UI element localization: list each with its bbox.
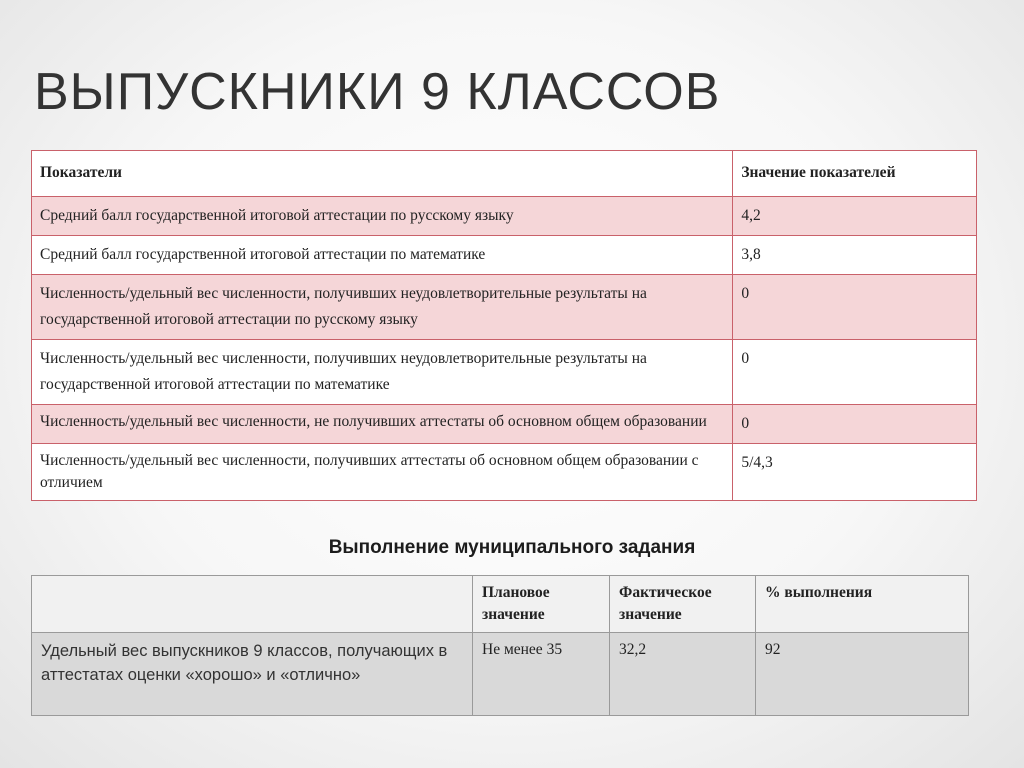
actual-value: 32,2 (610, 633, 756, 716)
indicator-label: Средний балл государственной итоговой аттестации по математике (32, 236, 733, 275)
task-description: Удельный вес выпускников 9 классов, получающих в аттестатах оценки «хорошо» и «отлично» (32, 633, 473, 716)
section-heading: Выполнение муниципального задания (328, 537, 696, 558)
indicators-table (31, 150, 977, 501)
indicator-value: 0 (733, 275, 977, 340)
table-row (32, 236, 977, 275)
header-values: Значение показателей (733, 151, 977, 197)
indicator-value: 0 (733, 405, 977, 444)
indicator-value: 5/4,3 (733, 444, 977, 501)
header-indicators: Показатели (32, 151, 733, 197)
indicator-label: Средний балл государственной итоговой аттестации по русскому языку (32, 197, 733, 236)
header-actual: Фактическое значение (610, 576, 756, 633)
slide-title: ВЫПУСКНИКИ 9 КЛАССОВ (34, 63, 721, 121)
municipal-task-table (31, 575, 969, 716)
indicator-value: 4,2 (733, 197, 977, 236)
indicator-label: Численность/удельный вес численности, получивших неудовлетворительные результаты на государственной итоговой аттестации по русскому языку (32, 275, 733, 340)
table-row (32, 340, 977, 405)
table-row (32, 197, 977, 236)
indicator-value: 0 (733, 340, 977, 405)
indicator-label: Численность/удельный вес численности, получивших неудовлетворительные результаты на государственной итоговой аттестации по математике (32, 340, 733, 405)
indicator-label: Численность/удельный вес численности, получивших аттестаты об основном общем образовании с отличием (32, 444, 733, 501)
table-row (32, 633, 969, 716)
table-row (32, 405, 977, 444)
indicator-label: Численность/удельный вес численности, не получивших аттестаты об основном общем образовании (32, 405, 733, 444)
table-row (32, 275, 977, 340)
table-header-row (32, 576, 969, 633)
planned-value: Не менее 35 (473, 633, 610, 716)
table-header-row (32, 151, 977, 197)
header-empty (32, 576, 473, 633)
header-planned: Плановое значение (473, 576, 610, 633)
completion-value: 92 (756, 633, 969, 716)
table-row (32, 444, 977, 501)
indicator-value: 3,8 (733, 236, 977, 275)
header-completion: % выполнения (756, 576, 969, 633)
